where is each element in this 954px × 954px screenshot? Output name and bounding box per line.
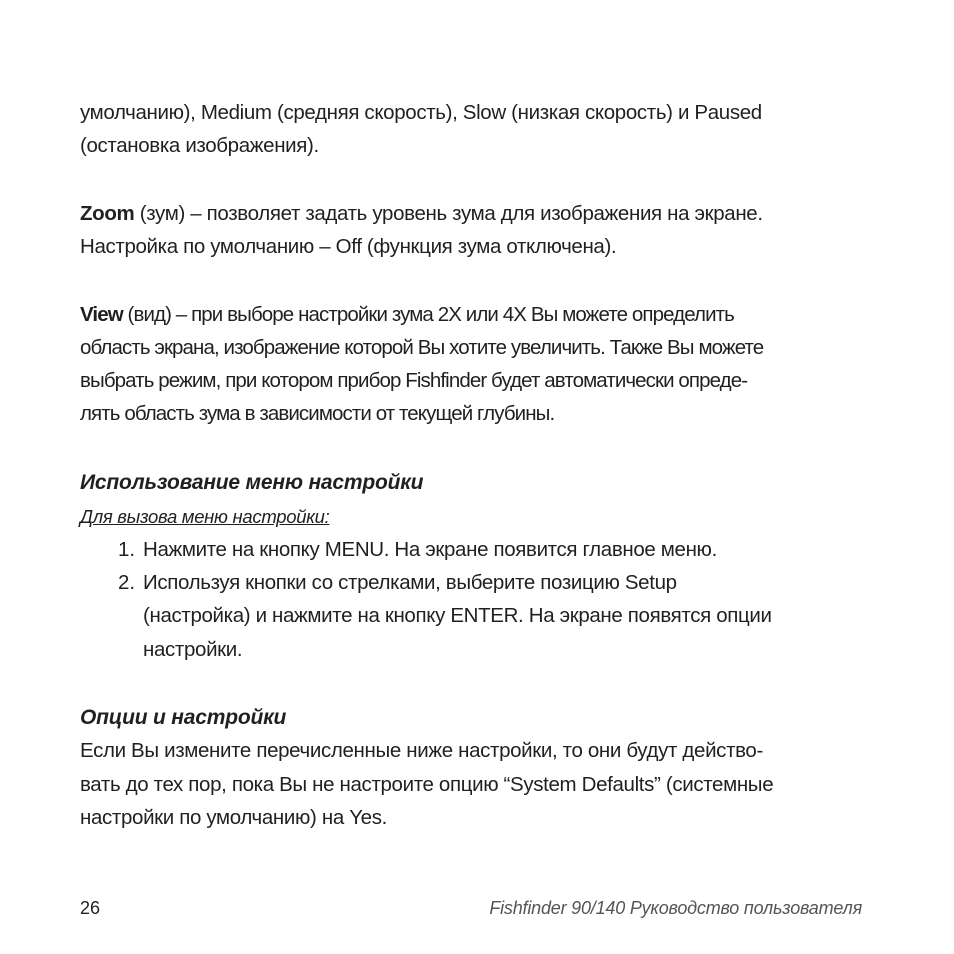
step-text: (настройка) и нажмите на кнопку ENTER. На экране появятся опции [143,604,772,627]
subheading: Для вызова меню настройки: [80,506,330,527]
step-text: Используя кнопки со стрелками, выберите позицию Setup [143,571,677,594]
section-heading: Использование меню настройки [80,471,424,494]
step-number: 1. [118,538,136,561]
section-heading: Опции и настройки [80,706,287,729]
step-number: 2. [118,571,136,594]
step-text: настройки. [143,638,243,661]
text-line: (остановка изображения). [80,134,319,157]
definition: (вид) – при выборе настройки зума 2X или 4X Вы можете определить [122,303,734,326]
text-line [80,298,734,331]
page-number: 26 [80,898,101,918]
term-view: View [80,303,123,326]
text-line: Если Вы измените перечисленные ниже настройки, то они будут действо- [80,739,763,762]
text-line: область экрана, изображение которой Вы хотите увеличить. Также Вы можете [80,336,764,359]
text-line: Настройка по умолчанию – Off (функция зума отключена). [80,235,617,258]
text-line: умолчанию), Medium (средняя скорость), Slow (низкая скорость) и Paused [80,101,762,124]
text-line: вать до тех пор, пока Вы не настроите опцию “System Defaults” (системные [80,773,774,796]
term-zoom: Zoom [80,202,135,225]
text-line: настройки по умолчанию) на Yes. [80,806,387,829]
text-line [80,197,763,230]
text-line: лять область зума в зависимости от текущей глубины. [80,402,555,425]
footer-title: Fishfinder 90/140 Руководство пользователя [489,898,862,918]
text-line: выбрать режим, при котором прибор Fishfinder будет автоматически опреде- [80,369,748,392]
definition: (зум) – позволяет задать уровень зума для изображения на экране. [134,202,763,225]
step-text: Нажмите на кнопку MENU. На экране появится главное меню. [143,538,717,561]
